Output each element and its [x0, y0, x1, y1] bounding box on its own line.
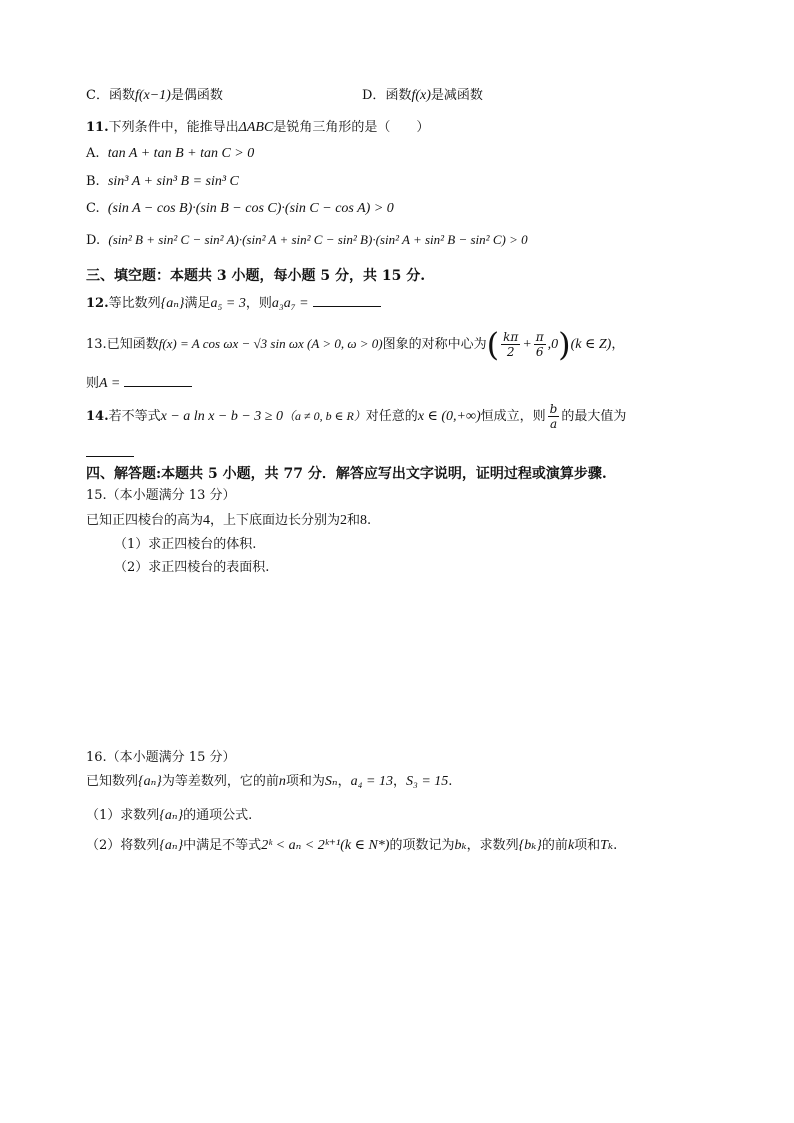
option-label: C．: [86, 88, 109, 103]
fraction: [501, 330, 520, 359]
question-text: ，上下底面边长分别为: [210, 513, 341, 528]
question-16-part-2: [86, 836, 617, 856]
math-expression: ,0: [547, 337, 559, 352]
fraction-numerator: π: [535, 330, 544, 344]
section-4-heading: 四、解答题:本题共 5 小题，共 77 分．解答应写出文字说明，证明过程或演算步骤.: [86, 466, 607, 482]
math-expression: A =: [99, 376, 121, 391]
question-11-option-b: [86, 172, 239, 192]
answer-blank[interactable]: [86, 456, 134, 457]
question-11-option-a: [86, 144, 254, 164]
math-expression: x ∈ (0,+∞): [417, 409, 481, 424]
fraction-denominator: 2: [506, 345, 515, 359]
math-expression: a₅ = 3: [210, 296, 246, 311]
question-text: 对任意的: [365, 409, 418, 424]
question-text: 求正四棱台的体积.: [148, 537, 257, 552]
option-label: C.: [86, 201, 100, 216]
math-expression: tan A + tan B + tan C > 0: [107, 146, 255, 161]
option-label: D.: [86, 233, 101, 248]
math-expression: {aₙ}: [160, 296, 185, 311]
question-16-title: 16.（本小题满分 15 分）: [86, 750, 236, 765]
option-label: D．: [362, 88, 386, 103]
question-number: 11.: [86, 120, 109, 135]
question-text: 将数列: [120, 838, 160, 853]
math-expression: a₄ = 13: [350, 774, 393, 789]
question-number: 13.: [86, 337, 107, 352]
math-expression: sin³ A + sin³ B = sin³ C: [107, 174, 239, 189]
math-expression: f(x−1): [134, 88, 171, 103]
question-11-stem: [86, 118, 429, 138]
math-expression: (sin² B + sin² C − sin² A)·(sin² A + sin² C − sin² B)·(sin² A + sin² B − sin² C) > 0: [108, 232, 528, 247]
fraction-denominator: 6: [535, 345, 544, 359]
question-13-line2: [86, 372, 192, 394]
option-d-prev: [362, 86, 483, 106]
math-expression: Sₙ: [324, 774, 338, 789]
fraction-numerator: b: [549, 402, 558, 416]
option-text: 函数: [385, 88, 412, 103]
math-expression: (sin A − cos B)·(sin B − cos C)·(sin C − cos A) > 0: [107, 201, 394, 216]
question-text: 中满足不等式: [183, 838, 262, 853]
option-c-prev: [86, 86, 223, 106]
question-text: 则: [86, 376, 100, 391]
question-text: 是锐角三角形的是（ ）: [273, 120, 430, 135]
math-expression: S₃ = 15: [405, 774, 449, 789]
question-text: 的最大值为: [561, 409, 627, 424]
question-text: 和: [347, 513, 361, 528]
punctuation: .: [367, 513, 372, 528]
part-label: （1）: [86, 808, 121, 823]
math-expression: n: [278, 774, 286, 789]
question-text: 恒成立，则: [480, 409, 546, 424]
question-text: 满足: [184, 296, 211, 311]
math-operator: +: [522, 337, 532, 352]
question-text: 已知正四棱台的高为: [86, 513, 204, 528]
question-text: 的前: [541, 838, 568, 853]
question-15-part-1: [114, 535, 256, 555]
math-expression: (k ∈ Z): [570, 337, 612, 352]
math-expression: f(x) = A cos ωx − √3 sin ωx (A > 0, ω > 0): [158, 336, 383, 351]
option-text: 是偶函数: [170, 88, 223, 103]
fraction: [534, 330, 546, 359]
question-text: 已知函数: [106, 337, 159, 352]
question-14: [86, 400, 626, 433]
question-text: ，则: [245, 296, 272, 311]
fraction-denominator: a: [549, 417, 558, 431]
punctuation: ，: [337, 774, 351, 789]
question-11-option-c: [86, 199, 394, 219]
punctuation: ，: [392, 774, 406, 789]
question-text: 已知数列: [86, 774, 139, 789]
part-label: （2）: [86, 838, 121, 853]
question-text: 若不等式: [108, 409, 161, 424]
question-text: 的通项公式.: [183, 808, 253, 823]
question-15-stem: [86, 511, 371, 531]
question-text: 图象的对称中心为: [382, 337, 487, 352]
math-expression: x − a ln x − b − 3 ≥ 0: [160, 409, 283, 424]
question-13: [86, 326, 624, 363]
question-text: 项和: [574, 838, 601, 853]
math-expression: 2ᵏ < aₙ < 2ᵏ⁺¹(k ∈ N*): [261, 838, 390, 853]
punctuation: .: [448, 774, 453, 789]
fraction-numerator: kπ: [503, 330, 519, 344]
math-expression: {bₖ}: [518, 838, 542, 853]
math-expression: ΔABC: [238, 120, 274, 135]
question-number: 14.: [86, 409, 109, 424]
fraction: [548, 402, 560, 431]
math-expression: a₃a₇ =: [271, 296, 309, 311]
question-text: 项和为: [285, 774, 325, 789]
math-expression: bₖ: [454, 838, 467, 853]
punctuation: .: [613, 838, 618, 853]
question-text: 的项数记为: [389, 838, 455, 853]
question-16-stem: [86, 772, 452, 792]
question-11-option-d: [86, 230, 528, 251]
punctuation: ，: [611, 337, 625, 352]
math-number: 2: [340, 513, 348, 528]
question-16-part-1: [86, 806, 252, 826]
part-label: （1）: [114, 537, 149, 552]
question-text: ，求数列: [466, 838, 519, 853]
left-paren: (: [486, 325, 500, 364]
math-expression: {aₙ}: [159, 808, 184, 823]
question-text: 等比数列: [108, 296, 161, 311]
math-expression: （a ≠ 0, b ∈ R）: [282, 409, 366, 423]
option-label: B.: [86, 174, 100, 189]
option-text: 函数: [108, 88, 135, 103]
right-paren: ): [558, 325, 571, 364]
question-12: [86, 292, 381, 314]
math-expression: {aₙ}: [138, 774, 162, 789]
question-number: 12.: [86, 296, 109, 311]
option-text: 是减函数: [430, 88, 483, 103]
math-expression: Tₖ: [600, 838, 614, 853]
part-label: （2）: [114, 560, 149, 575]
question-15-part-2: [114, 558, 269, 578]
answer-blank[interactable]: [313, 292, 381, 307]
question-text: 求正四棱台的表面积.: [148, 560, 270, 575]
question-15-title: 15.（本小题满分 13 分）: [86, 488, 236, 503]
math-expression: {aₙ}: [159, 838, 184, 853]
math-expression: f(x): [411, 88, 431, 103]
answer-blank[interactable]: [124, 372, 192, 387]
question-text: 下列条件中，能推导出: [108, 120, 239, 135]
question-text: 求数列: [120, 808, 160, 823]
option-label: A.: [86, 146, 100, 161]
math-expression: k: [567, 838, 575, 853]
question-text: 为等差数列，它的前: [161, 774, 279, 789]
math-number: 8: [360, 513, 368, 528]
math-number: 4: [203, 513, 211, 528]
section-3-heading: 三、填空题：本题共 3 小题，每小题 5 分，共 15 分.: [86, 268, 426, 284]
